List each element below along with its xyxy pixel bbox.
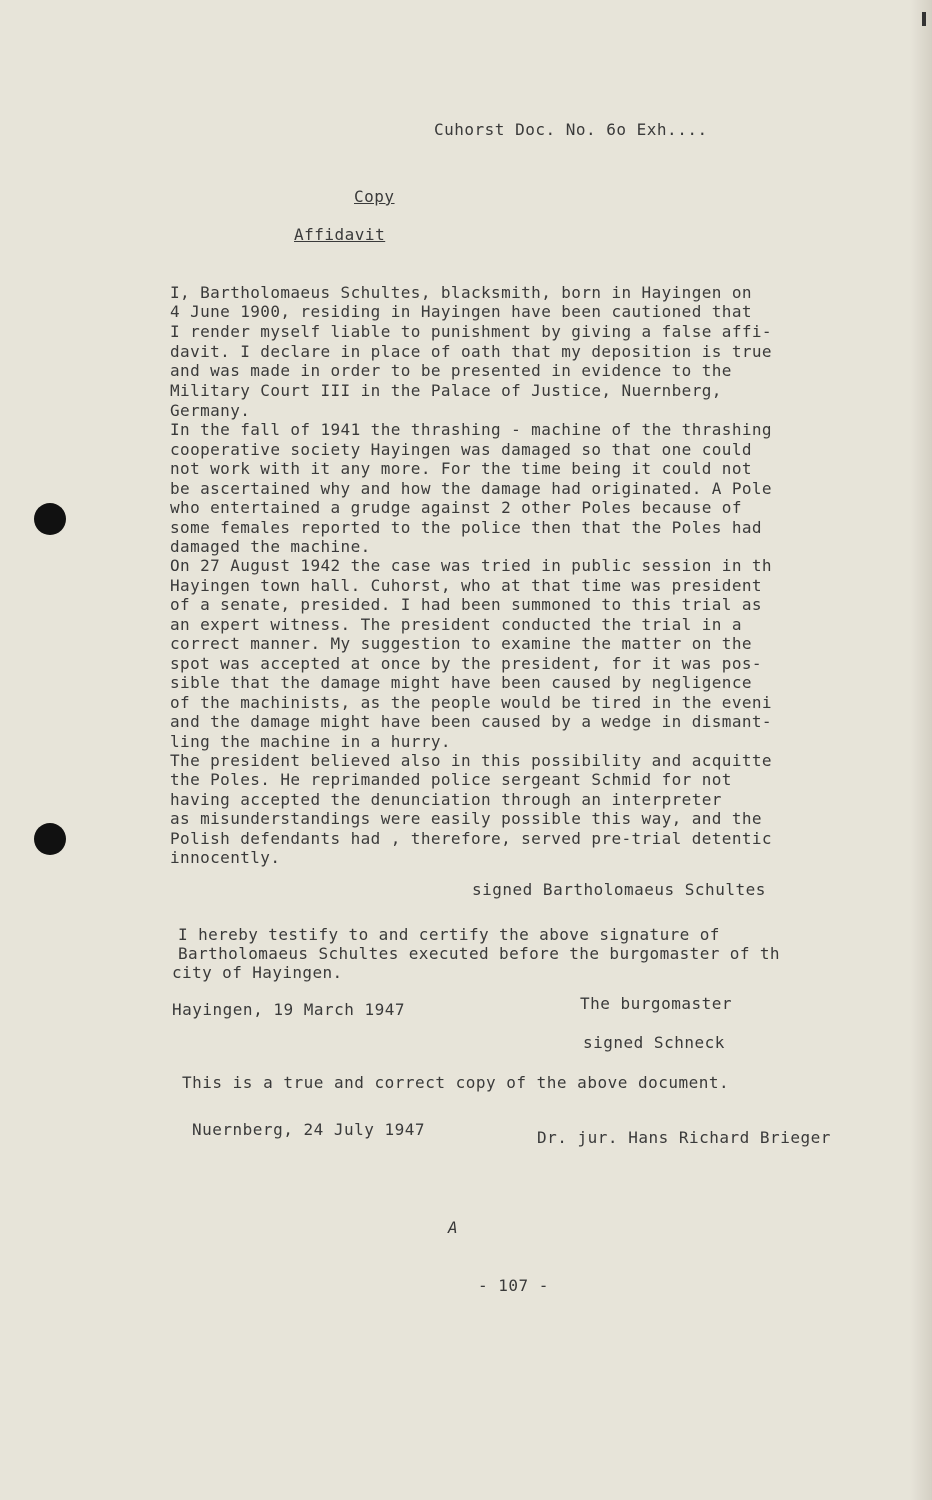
text-line: of a senate, presided. I had been summoned to this trial as <box>170 595 762 614</box>
text-line: innocently. <box>170 848 281 867</box>
text-line: the Poles. He reprimanded police sergeant Schmid for not <box>170 770 732 789</box>
text-line: and the damage might have been caused by a wedge in dismant- <box>170 712 772 731</box>
punch-hole-lower <box>34 823 66 855</box>
text-line: Germany. <box>170 401 251 420</box>
text-line: damaged the machine. <box>170 537 371 556</box>
affidavit-heading: Affidavit <box>294 225 386 244</box>
text-line: Polish defendants had , therefore, served pre-trial detentic <box>170 829 772 848</box>
text-line: spot was accepted at once by the president, for it was pos- <box>170 654 762 673</box>
text-line: sible that the damage might have been caused by negligence <box>170 673 752 692</box>
text-line: I, Bartholomaeus Schultes, blacksmith, born in Hayingen on <box>170 283 752 302</box>
text-line: Military Court III in the Palace of Justice, Nuernberg, <box>170 381 722 400</box>
punch-hole-upper <box>34 503 66 535</box>
text-line: some females reported to the police then that the Poles had <box>170 518 762 537</box>
page-edge <box>910 0 932 1500</box>
text-line: as misunderstandings were easily possible this way, and the <box>170 809 762 828</box>
text-line: 4 June 1900, residing in Hayingen have been cautioned that <box>170 302 752 321</box>
place-date-nuernberg: Nuernberg, 24 July 1947 <box>192 1120 426 1139</box>
text-line: having accepted the denunciation through an interpreter <box>170 790 722 809</box>
burgomaster-title: The burgomaster <box>580 994 732 1013</box>
document-reference: Cuhorst Doc. No. 6o Exh.... <box>434 120 708 139</box>
text-line: be ascertained why and how the damage had originated. A Pole <box>170 479 772 498</box>
true-copy-statement: This is a true and correct copy of the above document. <box>182 1073 730 1092</box>
affiant-signature: signed Bartholomaeus Schultes <box>472 880 766 899</box>
text-line: Hayingen town hall. Cuhorst, who at that time was president <box>170 576 762 595</box>
text-line: who entertained a grudge against 2 other Poles because of <box>170 498 742 517</box>
text-line: davit. I declare in place of oath that my deposition is true <box>170 342 772 361</box>
attester-name: Dr. jur. Hans Richard Brieger <box>537 1128 831 1147</box>
place-date-hayingen: Hayingen, 19 March 1947 <box>172 1000 406 1019</box>
text-line: I render myself liable to punishment by giving a false affi- <box>170 322 772 341</box>
text-line: city of Hayingen. <box>172 963 343 982</box>
initial-mark: A <box>448 1218 459 1237</box>
text-line: of the machinists, as the people would be tired in the eveni <box>170 693 772 712</box>
text-line: and was made in order to be presented in evidence to the <box>170 361 732 380</box>
text-line: In the fall of 1941 the thrashing - machine of the thrashing <box>170 420 772 439</box>
burgomaster-signature: signed Schneck <box>583 1033 725 1052</box>
text-line: The president believed also in this possibility and acquitte <box>170 751 772 770</box>
text-line: Bartholomaeus Schultes executed before the burgomaster of th <box>178 944 780 963</box>
text-line: I hereby testify to and certify the above signature of <box>178 925 720 944</box>
text-line: not work with it any more. For the time being it could not <box>170 459 752 478</box>
page-number: - 107 - <box>478 1276 549 1295</box>
text-line: an expert witness. The president conducted the trial in a <box>170 615 742 634</box>
text-line: correct manner. My suggestion to examine the matter on the <box>170 634 752 653</box>
copy-heading: Copy <box>354 187 395 206</box>
text-line: ling the machine in a hurry. <box>170 732 451 751</box>
text-line: cooperative society Hayingen was damaged so that one could <box>170 440 752 459</box>
text-line: On 27 August 1942 the case was tried in public session in th <box>170 556 772 575</box>
corner-mark <box>922 12 926 26</box>
